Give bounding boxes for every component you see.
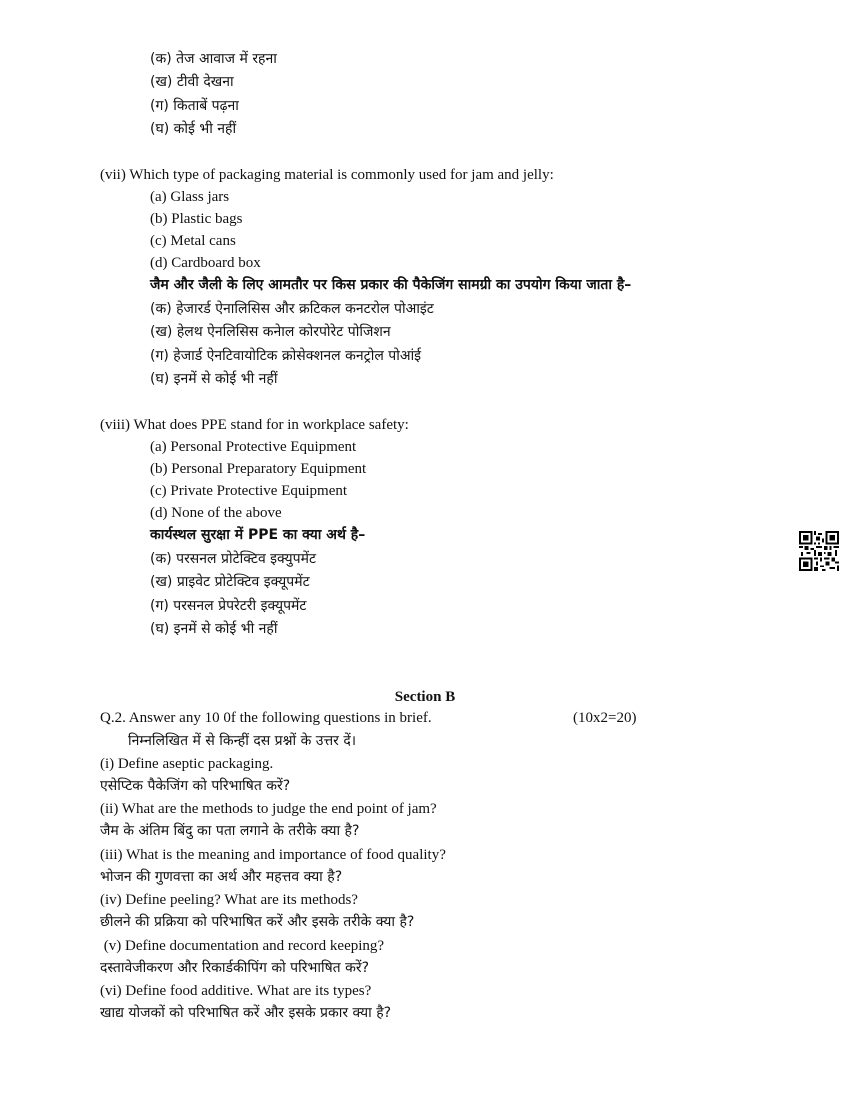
q8-option-b: (b) Personal Preparatory Equipment (150, 461, 367, 477)
q7-option-gha: (घ) इनमें से कोई भी नहीं (150, 371, 278, 387)
q7-option-c: (c) Metal cans (150, 233, 236, 249)
q7-option-ga: (ग) हेजार्ड ऐनटिवायोटिक क्रोसेक्शनल कनट्रोल पोआंई (150, 348, 422, 364)
section-b-marks: (10x2=20) (573, 710, 637, 726)
q8-option-c: (c) Private Protective Equipment (150, 483, 348, 499)
question-viii-hindi: कार्यस्थल सुरक्षा में PPE का क्या अर्थ है– (150, 527, 366, 543)
question-ii-hindi: जैम के अंतिम बिंदु का पता लगाने के तरीके क्या है? (100, 823, 360, 839)
question-vi-hindi: खाद्य योजकों को परिभाषित करें और इसके प्रकार क्या है? (100, 1005, 392, 1021)
section-b-instruction: Q.2. Answer any 10 0f the following questions in brief. (100, 710, 432, 726)
q7-option-ka: (क) हेजारर्ड ऐनालिसिस और क्रटिकल कनटरोल पोआइंट (150, 301, 434, 317)
q8-option-a: (a) Personal Protective Equipment (150, 439, 357, 455)
section-b-title: Section B (394, 689, 456, 705)
prev-option-gha: (घ) कोई भी नहीं (150, 121, 237, 137)
q8-option-ka: (क) परसनल प्रोटेक्टिव इक्युपमेंट (150, 551, 317, 567)
question-ii: (ii) What are the methods to judge the end point of jam? (100, 801, 437, 817)
q8-option-gha: (घ) इनमें से कोई भी नहीं (150, 621, 278, 637)
section-b-instruction-hindi: निम्नलिखित में से किन्हीं दस प्रश्नों के उत्तर दें। (128, 733, 357, 749)
question-v: (v) Define documentation and record keeping? (100, 938, 385, 954)
question-i: (i) Define aseptic packaging. (100, 756, 274, 772)
question-iv: (iv) Define peeling? What are its methods? (100, 892, 358, 908)
question-viii: (viii) What does PPE stand for in workplace safety: (100, 417, 409, 433)
question-v-hindi: दस्तावेजीकरण और रिकार्डकीपिंग को परिभाषित करें? (100, 960, 369, 976)
question-vii-hindi: जैम और जैली के लिए आमतौर पर किस प्रकार की पैकेजिंग सामग्री का उपयोग किया जाता है– (150, 277, 632, 293)
prev-option-ka: (क) तेज आवाज में रहना (150, 51, 277, 67)
q7-option-d: (d) Cardboard box (150, 255, 261, 271)
prev-option-ga: (ग) किताबें पढ़ना (150, 98, 239, 114)
question-iii-hindi: भोजन की गुणवत्ता का अर्थ और महत्तव क्या है? (100, 869, 343, 885)
question-vi: (vi) Define food additive. What are its types? (100, 983, 372, 999)
question-iii: (iii) What is the meaning and importance of food quality? (100, 847, 446, 863)
question-vii: (vii) Which type of packaging material is commonly used for jam and jelly: (100, 167, 554, 183)
q8-option-kha: (ख) प्राइवेट प्रोटेक्टिव इक्यूपमेंट (150, 574, 310, 590)
q7-option-a: (a) Glass jars (150, 189, 230, 205)
q8-option-ga: (ग) परसनल प्रेपरेटरी इक्यूपमेंट (150, 598, 307, 614)
q7-option-kha: (ख) हेलथ ऐनलिसिस कनेाल कोरपोरेट पोजिशन (150, 324, 391, 340)
question-iv-hindi: छीलने की प्रक्रिया को परिभाषित करें और इसके तरीके क्या है? (100, 914, 415, 930)
q7-option-b: (b) Plastic bags (150, 211, 243, 227)
qr-code (799, 531, 839, 571)
prev-option-kha: (ख) टीवी देखना (150, 74, 234, 90)
q8-option-d: (d) None of the above (150, 505, 282, 521)
question-i-hindi: एसेप्टिक पैकेजिंग को परिभाषित करें? (100, 778, 291, 794)
